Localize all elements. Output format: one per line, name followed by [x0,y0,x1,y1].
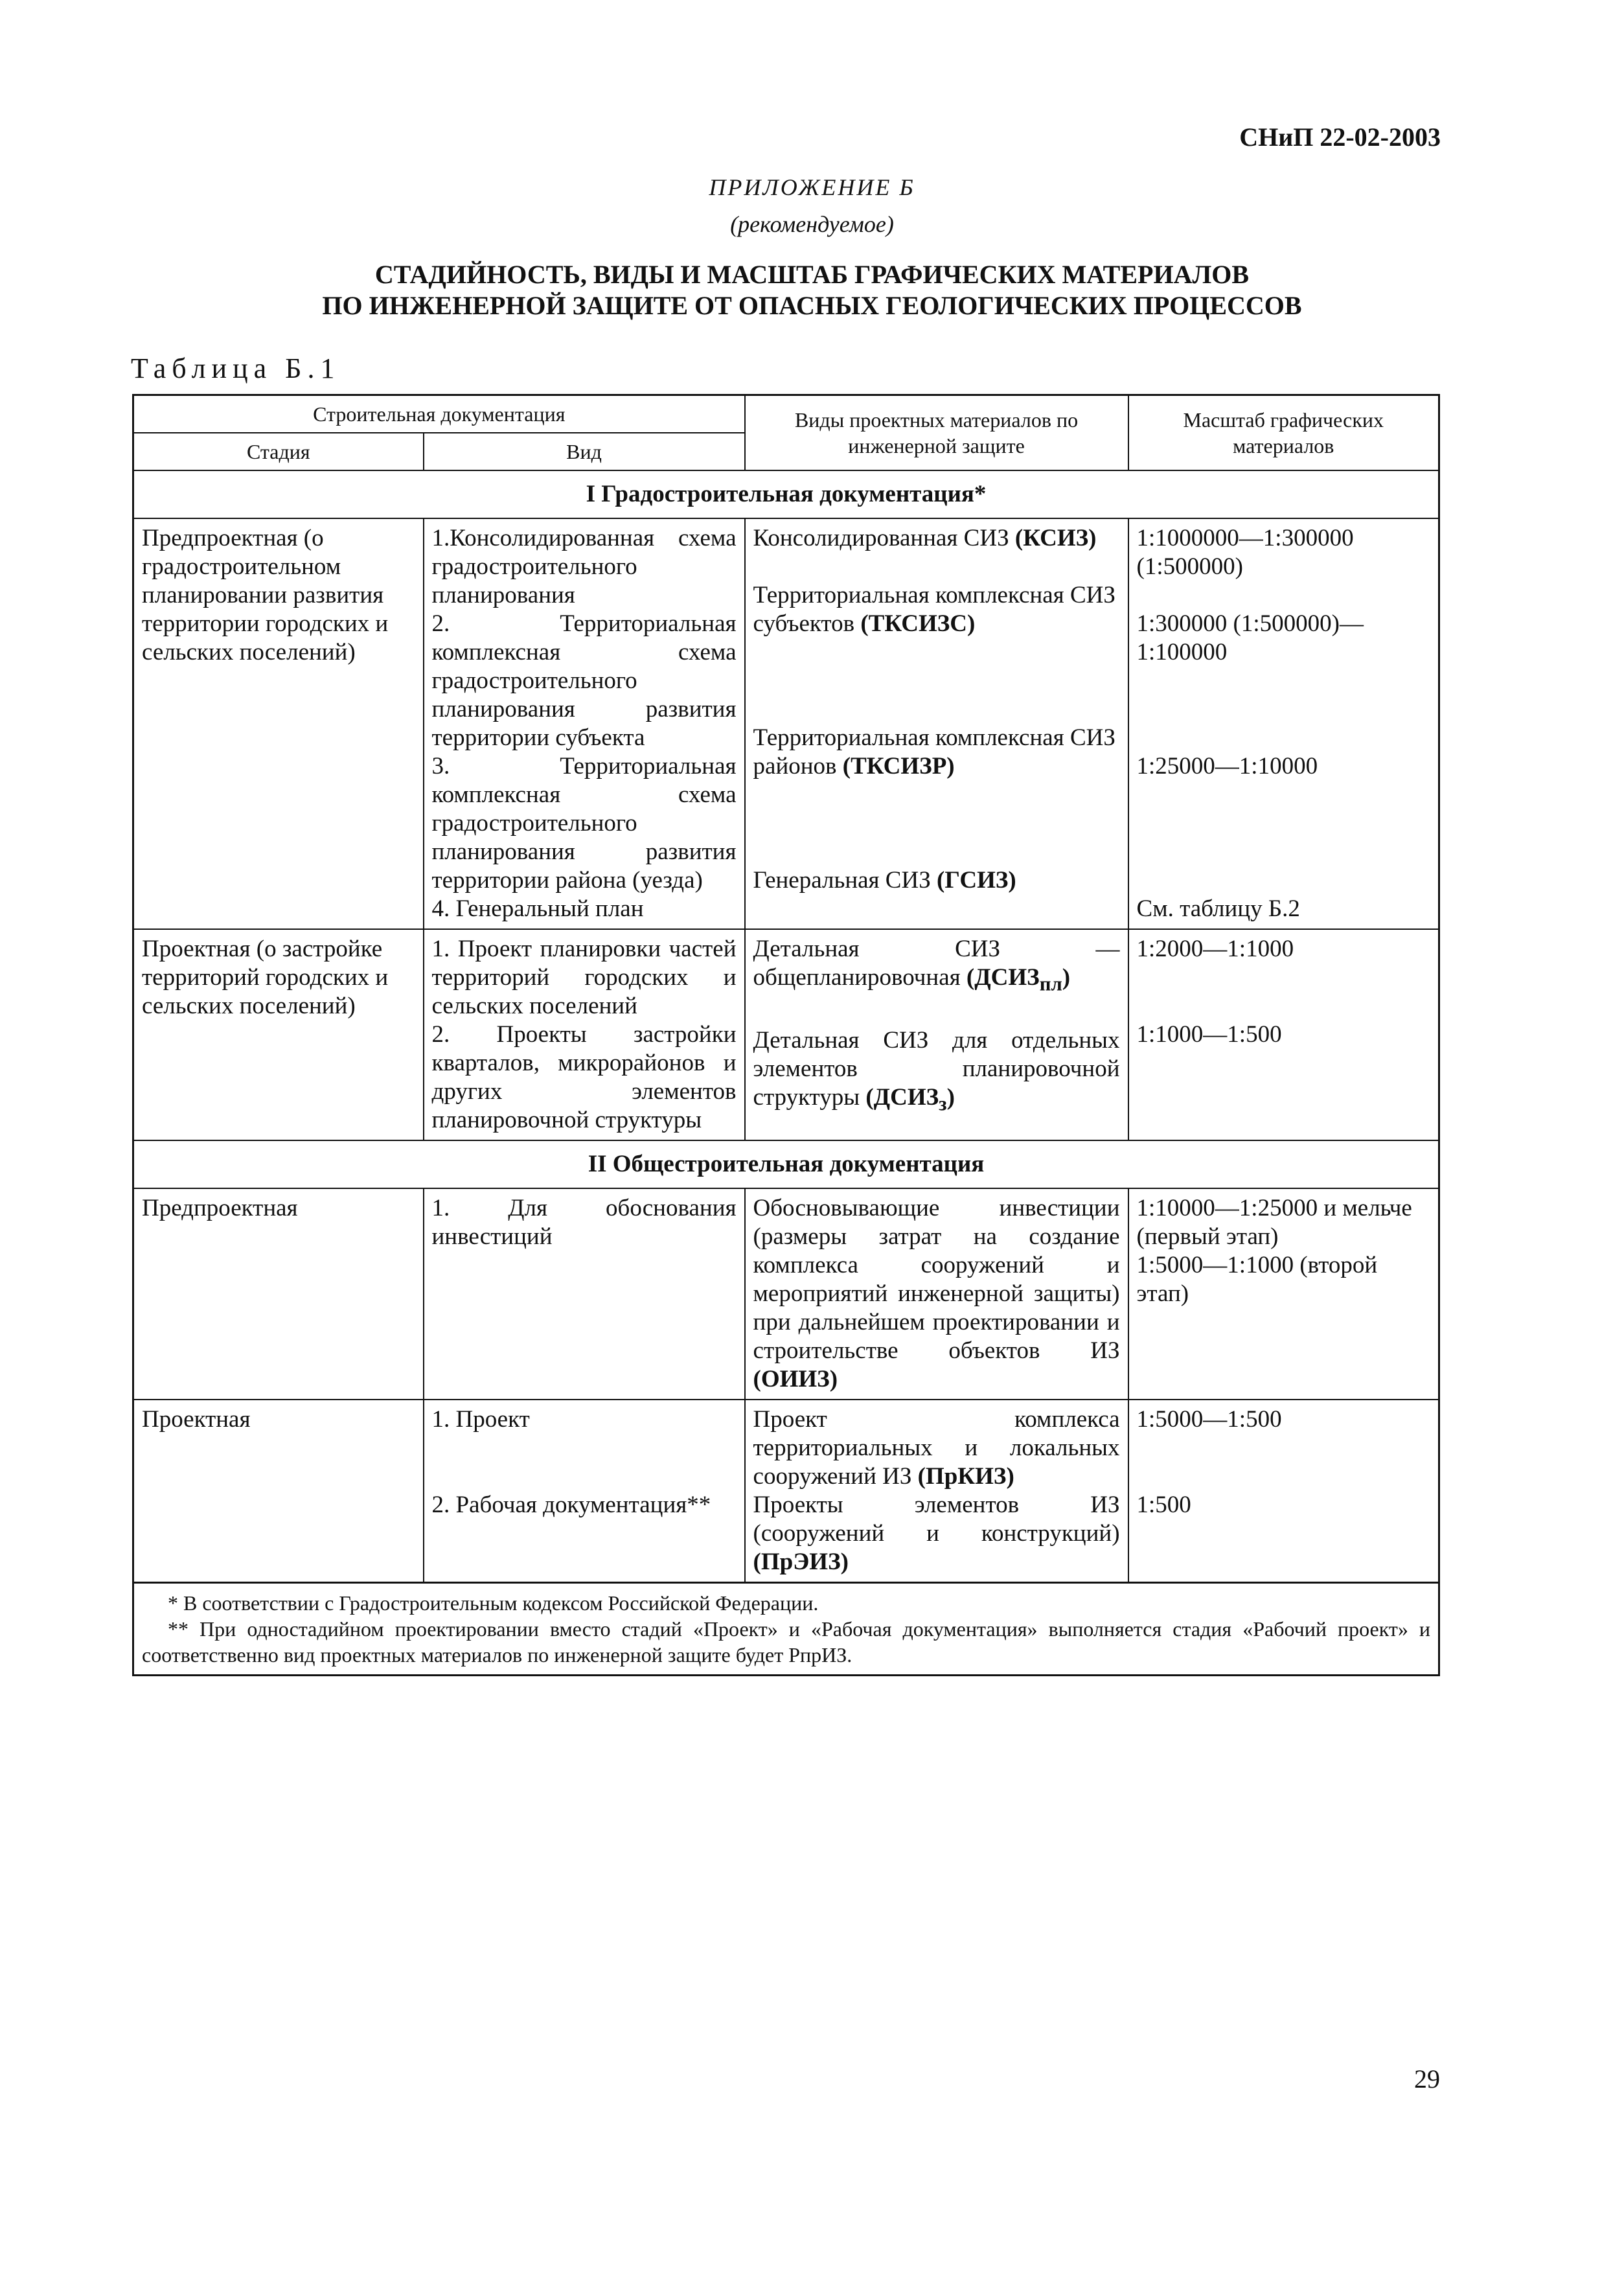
material-text: Проект комплекса территориальных и локальных сооружений ИЗ [753,1406,1120,1490]
scale-item: 1:2000—1:1000 [1136,936,1294,962]
material-item [753,724,1120,781]
footnote-1: * В соответствии с Градостроительным кодексом Российской Федерации. [168,1591,819,1615]
material-abbr-sub: пл [1039,973,1062,995]
header-materials: Виды проектных материалов по инженерной защите [745,395,1128,471]
kind-item: 1. Проект планировки частей территорий городских и сельских поселений [431,936,737,1019]
material-abbr: (ПрЭИЗ) [753,1549,849,1575]
spacer [1137,1434,1431,1462]
stage-cell [133,518,424,929]
table-row [133,1400,1439,1583]
stage-cell [133,929,424,1140]
section-title-2: II Общестроительная документация [133,1140,1439,1188]
material-text: Территориальная комплексная СИЗ субъектов [753,582,1115,637]
material-item [753,581,1120,638]
materials-cell [745,1188,1128,1400]
header-scale: Масштаб графических материалов [1128,395,1439,471]
page-title [0,259,1624,321]
stage-text: Предпроектная [142,1195,298,1221]
scale-item: 1:25000—1:10000 [1136,753,1318,779]
material-text: Детальная СИЗ для отдельных элементов планировочной структуры [753,1027,1120,1111]
kind-cell [424,1188,745,1400]
material-abbr-main: (ДСИЗ [865,1084,939,1111]
scale-cell [1128,929,1439,1140]
materials-cell [745,518,1128,929]
material-item [753,935,1120,998]
title-line-1: СТАДИЙНОСТЬ, ВИДЫ И МАСШТАБ ГРАФИЧЕСКИХ МАТЕРИАЛОВ [374,260,1250,289]
spacer [1137,992,1431,1021]
stage-text: Проектная (о застройке территорий городских и сельских поселений) [142,936,389,1019]
scale-item: 1:5000—1:500 [1136,1406,1282,1433]
material-item [753,1491,1120,1576]
spacer [432,1462,737,1491]
scale-cell [1128,518,1439,929]
material-text: Обосновывающие инвестиции (размеры затрат на создание комплекса сооружений и мероприятий инженерной защиты) при дальнейшем проектировании и строительстве объектов ИЗ [753,1195,1120,1364]
material-text: Территориальная комплексная СИЗ районов [753,724,1115,779]
kind-item: 1.Консолидированная схема градостроительного планирования [431,525,737,608]
scale-item: 1:1000000—1:300000 (1:500000) [1136,525,1354,580]
stage-text: Предпроектная (о градостроительном планировании развития территории городских и сельских поселений) [142,525,389,665]
material-text: Генеральная СИЗ [753,867,931,894]
materials-cell [745,929,1128,1140]
material-abbr-main: (ДСИЗ [966,964,1040,991]
table-row [133,929,1439,1140]
material-text: Проекты элементов ИЗ (сооружений и конструкций) [753,1492,1120,1547]
stage-cell [133,1188,424,1400]
spacer [1137,838,1431,866]
material-abbr: (КСИЗ) [1014,525,1097,551]
material-abbr: (ТКСИЗС) [860,610,976,637]
table-row [133,1188,1439,1400]
material-abbr: (ОИИЗ) [753,1366,838,1392]
spacer [1137,866,1431,895]
table-caption: Таблица Б.1 [131,352,341,384]
section-title-1: I Градостроительная документация* [133,470,1439,518]
table-row [133,518,1439,929]
table-header-row [133,395,1439,433]
kind-item: 1. Для обоснования инвестиций [431,1195,737,1250]
appendix-status: (рекомендуемое) [730,211,894,237]
table-footnotes [133,1583,1439,1676]
material-abbr-close: ) [946,1084,955,1111]
table-container [132,394,1438,1676]
scale-item: 1:1000—1:500 [1136,1021,1282,1048]
material-text: Детальная СИЗ — общепланировочная [753,936,1120,991]
title-line-2: ПО ИНЖЕНЕРНОЙ ЗАЩИТЕ ОТ ОПАСНЫХ ГЕОЛОГИЧЕСКИХ ПРОЦЕССОВ [322,291,1302,320]
kind-cell [424,518,745,929]
spacer [753,781,1120,809]
material-abbr: (ГСИЗ) [937,867,1016,894]
stage-text: Проектная [142,1406,251,1433]
footnotes-cell [133,1583,1439,1676]
kind-cell [424,1400,745,1583]
material-item [753,1405,1120,1491]
spacer [1137,1462,1431,1491]
scale-item: 1:10000—1:25000 и мельче (первый этап) [1136,1195,1412,1250]
document-code: СНиП 22-02-2003 [1239,122,1441,152]
kind-item: 2. Территориальная комплексная схема градостроительного планирования развития территории субъекта [431,610,737,751]
scale-item: См. таблицу Б.2 [1136,895,1300,922]
scale-item: 1:5000—1:1000 (второй этап) [1136,1252,1378,1307]
spacer [1137,781,1431,809]
scale-item: 1:300000 (1:500000)— 1:100000 [1136,610,1364,665]
header-stage: Стадия [133,433,424,470]
spacer [753,553,1120,581]
spacer [753,667,1120,695]
material-abbr-close: ) [1062,964,1071,991]
material-item [753,866,1120,895]
kind-item: 2. Проекты застройки кварталов, микрорайонов и других элементов планировочной структуры [431,1021,737,1133]
material-abbr-sub: з [939,1092,947,1115]
scale-cell [1128,1188,1439,1400]
stages-table [132,394,1440,1676]
material-abbr: (ПрКИЗ) [917,1463,1014,1490]
appendix-label: ПРИЛОЖЕНИЕ Б [709,174,915,200]
scale-cell [1128,1400,1439,1583]
spacer [1137,581,1431,610]
spacer [753,998,1120,1026]
page-number: 29 [1414,2064,1440,2094]
material-abbr: (ТКСИЗР) [842,753,955,779]
spacer [432,1434,737,1462]
spacer [753,695,1120,724]
spacer [1137,724,1431,752]
materials-cell [745,1400,1128,1583]
material-item [753,1026,1120,1118]
spacer [1137,667,1431,695]
header-construction-docs: Строительная документация [133,395,745,433]
kind-item: 2. Рабочая документация** [431,1492,711,1518]
spacer [753,838,1120,866]
kind-item: 1. Проект [431,1406,530,1433]
kind-item: 3. Территориальная комплексная схема градостроительного планирования развития территории района (уезда) [431,753,737,894]
kind-cell [424,929,745,1140]
section-row-1 [133,470,1439,518]
header-kind: Вид [424,433,745,470]
spacer [753,638,1120,667]
section-row-2 [133,1140,1439,1188]
spacer [753,809,1120,838]
footnote-2: ** При одностадийном проектировании вместо стадий «Проект» и «Рабочая документация» выполняется стадия «Рабочий проект» и соответственно вид проектных материалов по инженерной защите будет РпрИЗ. [142,1617,1431,1667]
kind-item: 4. Генеральный план [431,895,644,922]
material-abbr [966,964,1071,995]
material-abbr [865,1084,955,1115]
material-text: Консолидированная СИЗ [753,525,1009,551]
spacer [1137,695,1431,724]
spacer [1137,809,1431,838]
material-item [753,524,1120,553]
scale-item: 1:500 [1136,1492,1191,1518]
stage-cell [133,1400,424,1583]
spacer [1137,963,1431,992]
